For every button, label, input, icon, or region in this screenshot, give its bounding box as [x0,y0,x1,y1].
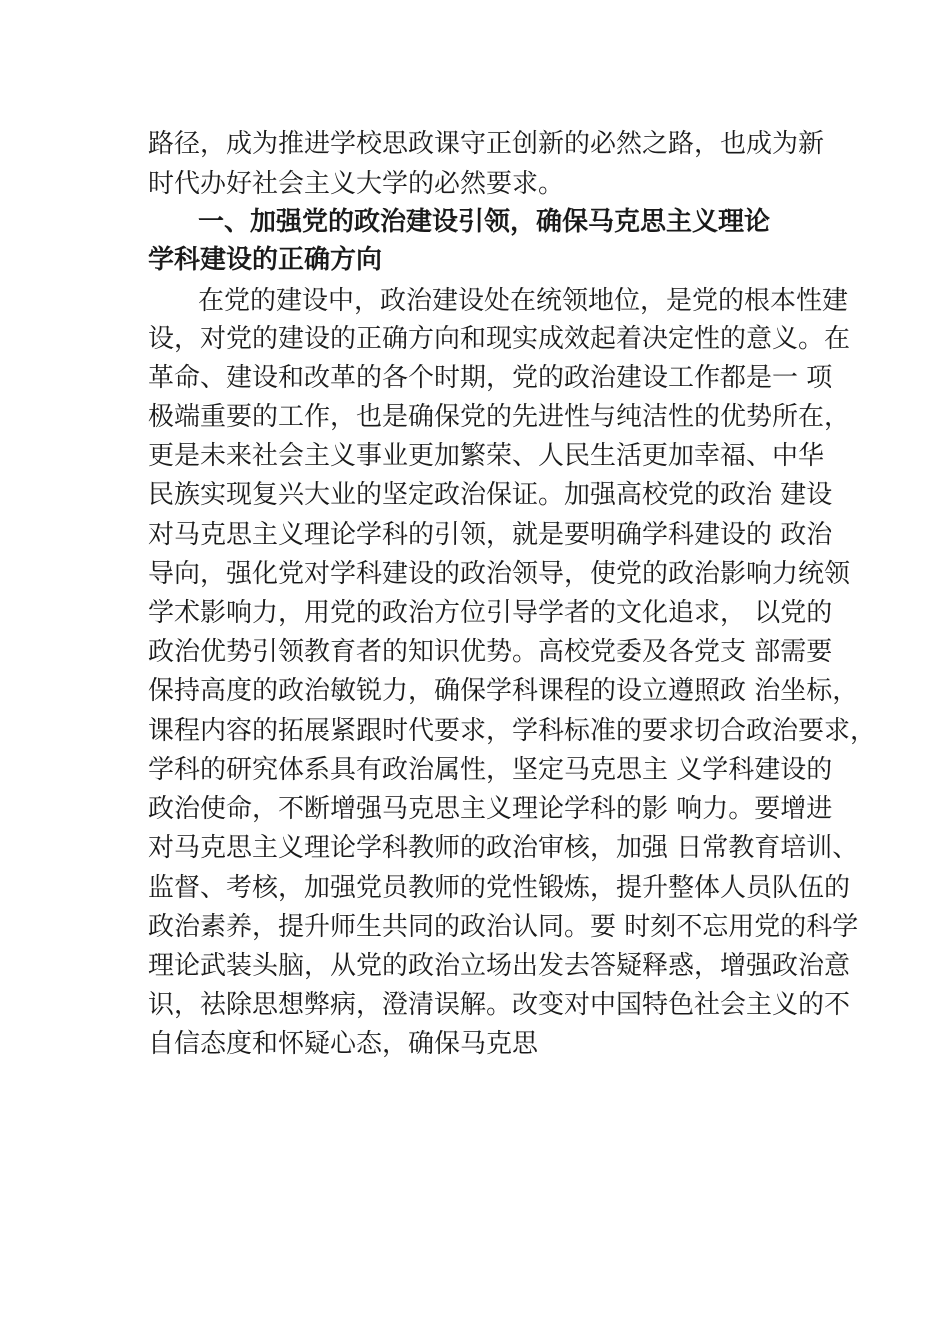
body-line: 更是未来社会主义事业更加繁荣、人民生活更加幸福、中华 [148,441,825,471]
body-line: 课程内容的拓展紧跟时代要求，学科标准的要求切合政治要求， [148,716,877,746]
body-line: 设，对党的建设的正确方向和现实成效起着决定性的意义。在 [148,324,851,354]
intro-line-2: 时代办好社会主义大学的必然要求。 [148,169,565,199]
section-heading-line-2: 学科建设的正确方向 [148,245,383,275]
body-line: 在党的建设中，政治建设处在统领地位，是党的根本性建 [198,286,849,316]
body-line: 政治使命，不断增强马克思主义理论学科的影 响力。要增进 [148,794,833,824]
body-line: 对马克思主义理论学科的引领，就是要明确学科建设的 政治 [148,520,833,550]
body-line: 民族实现复兴大业的坚定政治保证。加强高校党的政治 建设 [148,480,833,510]
body-line: 政治素养，提升师生共同的政治认同。要 时刻不忘用党的科学 [148,912,859,942]
body-line: 导向，强化党对学科建设的政治领导，使党的政治影响力统领 [148,559,851,589]
body-line: 政治优势引领教育者的知识优势。高校党委及各党支 部需要 [148,637,833,667]
body-line: 革命、建设和改革的各个时期，党的政治建设工作都是一 项 [148,363,833,393]
body-line: 保持高度的政治敏锐力，确保学科课程的设立遵照政 治坐标， [148,676,859,706]
body-line: 自信态度和怀疑心态，确保马克思 [148,1029,539,1059]
intro-line-1: 路径，成为推进学校思政课守正创新的必然之路，也成为新 [148,129,825,159]
body-line: 学科的研究体系具有政治属性，坚定马克思主 义学科建设的 [148,755,833,785]
body-line: 监督、考核，加强党员教师的党性锻炼，提升整体人员队伍的 [148,873,851,903]
body-line: 极端重要的工作，也是确保党的先进性与纯洁性的优势所在， [148,402,851,432]
body-line: 学术影响力，用党的政治方位引导学者的文化追求， 以党的 [148,598,833,628]
body-line: 理论武装头脑，从党的政治立场出发去答疑释惑，增强政治意 [148,951,851,981]
body-line: 识，祛除思想弊病，澄清误解。改变对中国特色社会主义的不 [148,990,851,1020]
body-line: 对马克思主义理论学科教师的政治审核，加强 日常教育培训、 [148,833,859,863]
section-heading-line-1: 一、加强党的政治建设引领，确保马克思主义理论 [198,207,771,237]
